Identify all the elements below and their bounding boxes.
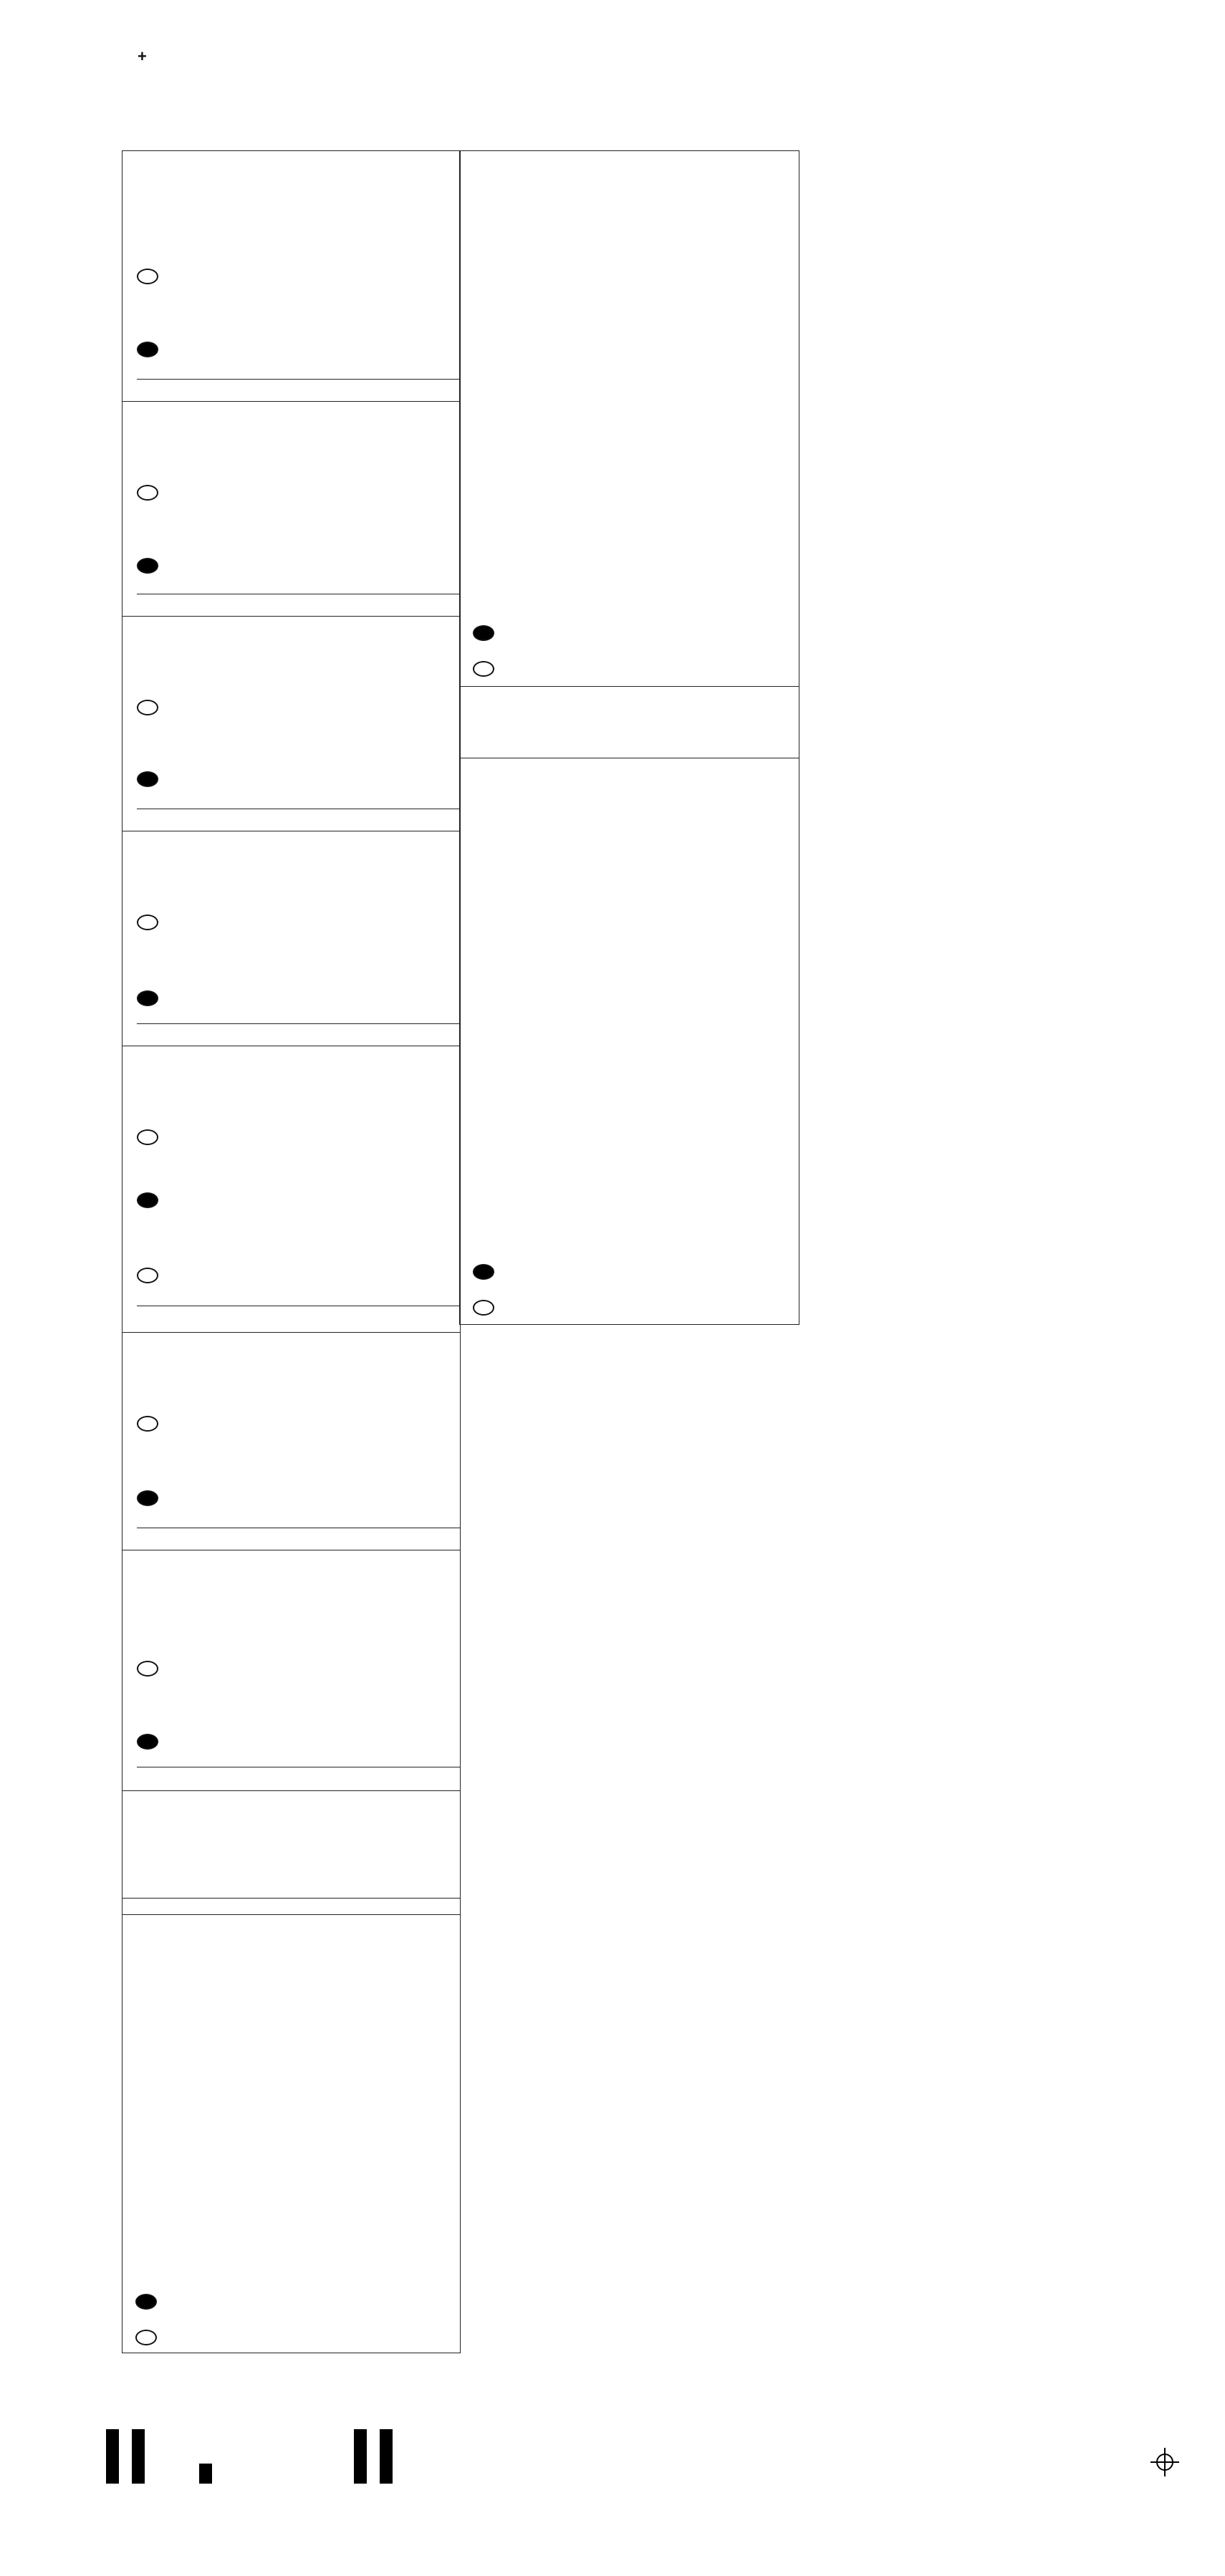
vote-oval[interactable] <box>137 1192 158 1208</box>
referendum-a <box>460 758 799 1326</box>
vote-oval[interactable] <box>137 1129 158 1145</box>
vote-oval[interactable] <box>137 700 158 715</box>
vote-oval[interactable] <box>137 269 158 284</box>
left-column <box>122 150 461 2353</box>
vote-oval[interactable] <box>137 1661 158 1677</box>
crosshair-target-icon <box>1149 2446 1181 2478</box>
vote-oval[interactable] <box>473 1300 494 1316</box>
writein-oval[interactable] <box>137 1268 158 1283</box>
code-mark <box>354 2429 367 2484</box>
vote-oval[interactable] <box>137 485 158 501</box>
writein-oval[interactable] <box>137 1734 158 1750</box>
writein-oval[interactable] <box>137 342 158 357</box>
vote-oval[interactable] <box>473 1264 494 1280</box>
code-mark <box>106 2429 119 2484</box>
referendum-header-box <box>460 687 799 758</box>
writein-oval[interactable] <box>137 771 158 787</box>
contest-county-commission-chairman <box>123 1550 460 1791</box>
right-column <box>459 150 799 1325</box>
code-mark <box>132 2429 145 2484</box>
vote-oval[interactable] <box>135 2294 157 2310</box>
writein-line <box>137 1023 460 1024</box>
vote-oval[interactable] <box>135 2330 157 2345</box>
contest-coroner <box>123 1046 460 1333</box>
vote-oval[interactable] <box>473 625 494 641</box>
amendments-header-box <box>123 1791 460 1899</box>
writein-oval[interactable] <box>137 558 158 574</box>
code-mark <box>380 2429 393 2484</box>
registration-plus: + <box>138 47 147 65</box>
contest-district-attorney <box>123 151 460 402</box>
vote-oval[interactable] <box>137 915 158 930</box>
vote-oval[interactable] <box>137 1416 158 1432</box>
vote-oval[interactable] <box>473 661 494 677</box>
writein-line <box>137 379 460 380</box>
writein-oval[interactable] <box>137 1490 158 1506</box>
amendment-2 <box>460 151 799 687</box>
writein-oval[interactable] <box>137 990 158 1006</box>
amendment-1 <box>123 1899 460 2354</box>
contest-sheriff <box>123 617 460 831</box>
code-mark <box>199 2464 212 2484</box>
contest-tax-commissioner <box>123 831 460 1046</box>
contest-clerk-superior-court <box>123 402 460 617</box>
contest-solicitor-general <box>123 1333 460 1550</box>
amendment-number <box>123 1909 460 1915</box>
